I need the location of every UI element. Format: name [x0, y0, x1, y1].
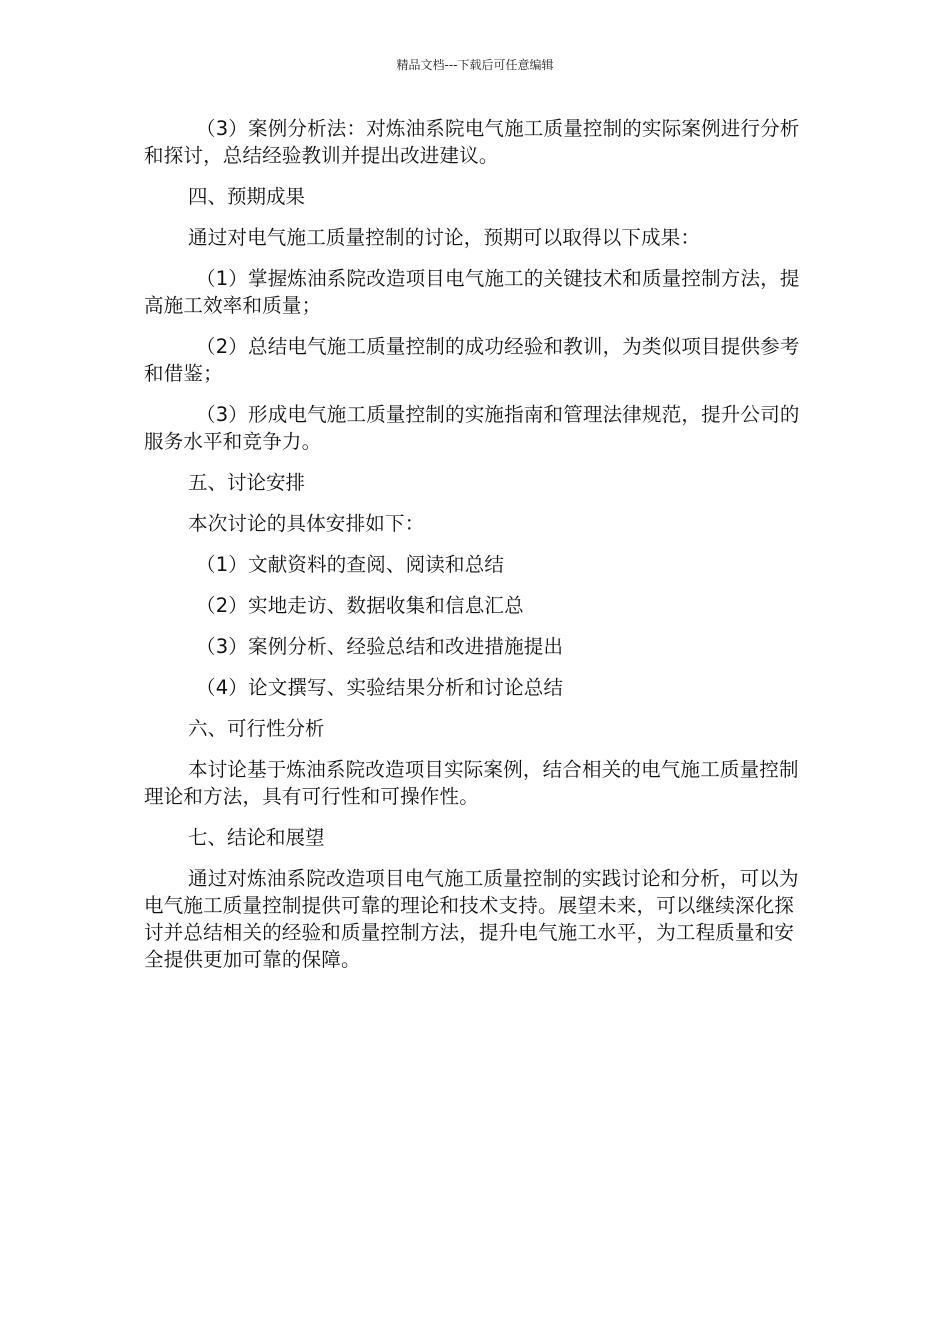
paragraph-schedule-4: （4）论文撰写、实验结果分析和讨论总结 [196, 676, 564, 699]
paragraph-schedule-1: （1）文献资料的查阅、阅读和总结 [196, 553, 505, 576]
document-body [144, 115, 806, 987]
paragraph-schedule-3: （3）案例分析、经验总结和改进措施提出 [196, 635, 564, 658]
paragraph-result-2: （2）总结电气施工质量控制的成功经验和教训，为类似项目提供参考和借鉴； [144, 335, 800, 385]
paragraph-schedule-intro: 本次讨论的具体安排如下： [188, 512, 425, 535]
paragraph-feasibility: 本讨论基于炼油系院改造项目实际案例，结合相关的电气施工质量控制理论和方法，具有可行性和可操作性。 [144, 758, 799, 808]
paragraph-schedule-2: （2）实地走访、数据收集和信息汇总 [196, 594, 524, 617]
paragraph-result-3: （3）形成电气施工质量控制的实施指南和管理法律规范，提升公司的服务水平和竞争力。 [144, 403, 800, 453]
heading-feasibility: 六、可行性分析 [188, 717, 325, 740]
paragraph-conclusion: 通过对炼油系院改造项目电气施工质量控制的实践讨论和分析，可以为电气施工质量控制提供可靠的理论和技术支持。展望未来，可以继续深化探讨并总结相关的经验和质量控制方法，提升电气施工水平，为工程质量和安全提供更加可靠的保障。 [144, 867, 799, 971]
heading-discussion-schedule: 五、讨论安排 [188, 471, 306, 494]
page-header: 精品文档---下载后可任意编辑 [396, 58, 554, 72]
heading-conclusion: 七、结论和展望 [188, 826, 325, 849]
paragraph-result-1: （1）掌握炼油系院改造项目电气施工的关键技术和质量控制方法，提高施工效率和质量； [144, 267, 800, 317]
heading-expected-results: 四、预期成果 [188, 185, 306, 208]
paragraph-case-analysis-method: （3）案例分析法：对炼油系院电气施工质量控制的实际案例进行分析和探讨，总结经验教训并提出改进建议。 [144, 117, 800, 167]
paragraph-expected-intro: 通过对电气施工质量控制的讨论，预期可以取得以下成果： [188, 226, 701, 249]
